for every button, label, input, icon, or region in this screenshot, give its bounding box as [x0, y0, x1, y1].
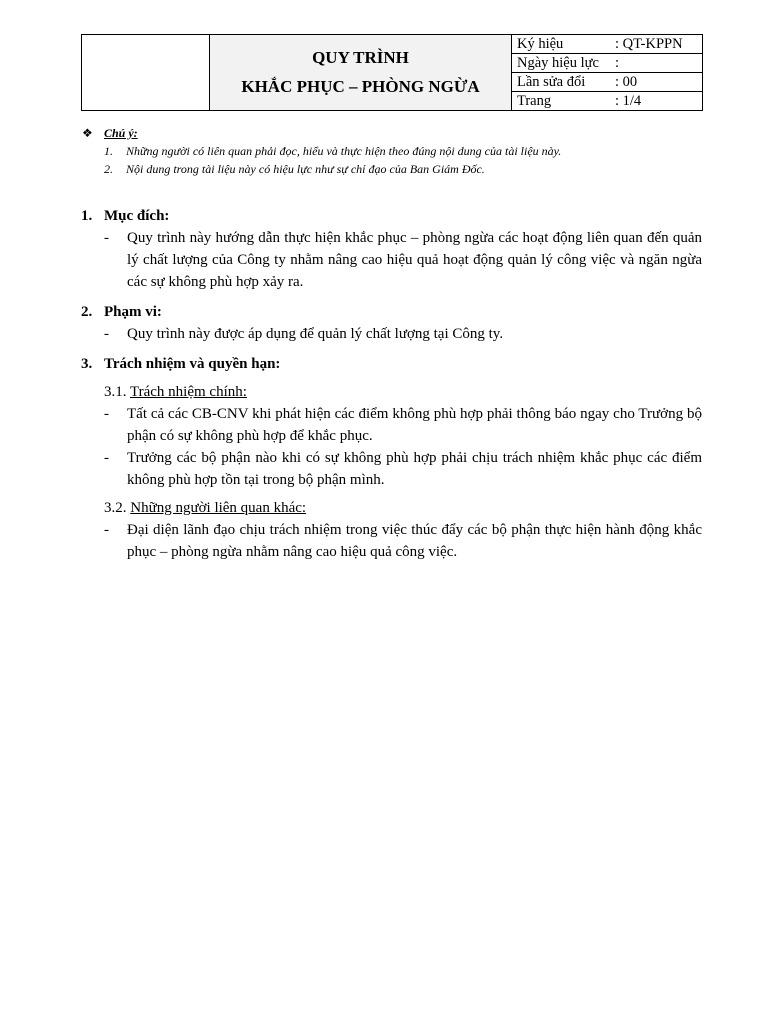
- note-item: [82, 160, 702, 178]
- section-number: 2.: [81, 304, 93, 320]
- title-line-1: QUY TRÌNH: [312, 48, 409, 67]
- notes-title: Chú ý:: [104, 125, 138, 140]
- section-title: Phạm vi:: [104, 304, 162, 320]
- bullet-item: [81, 447, 702, 491]
- meta-value: : 1/4: [615, 92, 642, 109]
- note-text: Nội dung trong tài liệu này có hiệu lực như sự chỉ đạo của Ban Giám Đốc.: [126, 161, 485, 176]
- bullet-text: Quy trình này được áp dụng để quản lý chất lượng tại Công ty.: [127, 326, 504, 342]
- logo-cell: [82, 35, 210, 110]
- section-responsibility-heading: [81, 353, 702, 375]
- dash-bullet: -: [104, 450, 109, 466]
- meta-row-effective-date: [512, 54, 702, 73]
- dash-bullet: -: [104, 406, 109, 422]
- section-purpose-heading: [81, 205, 702, 227]
- section-number: 3.: [81, 356, 93, 372]
- meta-label: Trang: [517, 92, 552, 109]
- bullet-text: Quy trình này hướng dẫn thực hiện khắc phục – phòng ngừa các hoạt động liên quan đến quản lý chất lượng của Công ty nhằm nâng cao hiệu quả hoạt động quản lý công việc và ngăn ngừa các sự không phù hợp xảy ra.: [127, 230, 702, 290]
- diamond-bullet-icon: ❖: [82, 125, 93, 140]
- document-header-table: [81, 34, 703, 111]
- bullet-text: Đại diện lãnh đạo chịu trách nhiệm trong việc thúc đẩy các bộ phận thực hiện hành động khắc phục – phòng ngừa nhằm nâng cao hiệu quả công việc.: [127, 522, 702, 560]
- bullet-text: Trưởng các bộ phận nào khi có sự không phù hợp phải chịu trách nhiệm khắc phục các điểm không phù hợp tồn tại trong bộ phận mình.: [127, 450, 702, 488]
- meta-label: Lần sửa đổi: [517, 73, 586, 90]
- bullet-item: [81, 403, 702, 447]
- subsection-title: Trách nhiệm chính:: [129, 384, 247, 400]
- subsection-title: Những người liên quan khác:: [130, 500, 307, 516]
- subsection-number: 3.2.: [104, 500, 127, 516]
- note-number: 1.: [104, 143, 113, 158]
- document-title: [210, 35, 512, 110]
- meta-row-symbol: [512, 35, 702, 54]
- subsection-other-parties: [81, 497, 702, 519]
- notes-block: [82, 124, 702, 178]
- subsection-number: 3.1.: [104, 384, 127, 400]
- section-title: Trách nhiệm và quyền hạn:: [104, 356, 281, 372]
- note-item: [82, 142, 702, 160]
- meta-label: Ký hiệu: [517, 35, 564, 52]
- document-meta: [512, 35, 702, 110]
- meta-value: : QT-KPPN: [615, 35, 683, 52]
- dash-bullet: -: [104, 522, 109, 538]
- document-body: [81, 205, 702, 563]
- meta-value: :: [615, 54, 620, 71]
- title-line-2: KHẮC PHỤC – PHÒNG NGỪA: [241, 77, 480, 96]
- notes-heading: [82, 124, 702, 142]
- note-text: Những người có liên quan phải đọc, hiểu và thực hiện theo đúng nội dung của tài liệu này.: [126, 143, 562, 158]
- bullet-text: Tất cả các CB-CNV khi phát hiện các điểm không phù hợp phải thông báo ngay cho Trưởng bộ phận có sự không phù hợp để khắc phục.: [127, 406, 702, 444]
- bullet-item: [81, 519, 702, 563]
- bullet-item: [81, 323, 702, 345]
- dash-bullet: -: [104, 230, 109, 246]
- section-scope-heading: [81, 301, 702, 323]
- subsection-main-responsibility: [81, 381, 702, 403]
- dash-bullet: -: [104, 326, 109, 342]
- note-number: 2.: [104, 161, 113, 176]
- meta-label: Ngày hiệu lực: [517, 54, 599, 71]
- meta-row-page: [512, 92, 702, 110]
- meta-row-revision: [512, 73, 702, 92]
- section-number: 1.: [81, 208, 93, 224]
- meta-value: : 00: [615, 73, 638, 90]
- section-title: Mục đích:: [104, 208, 170, 224]
- bullet-item: [81, 227, 702, 293]
